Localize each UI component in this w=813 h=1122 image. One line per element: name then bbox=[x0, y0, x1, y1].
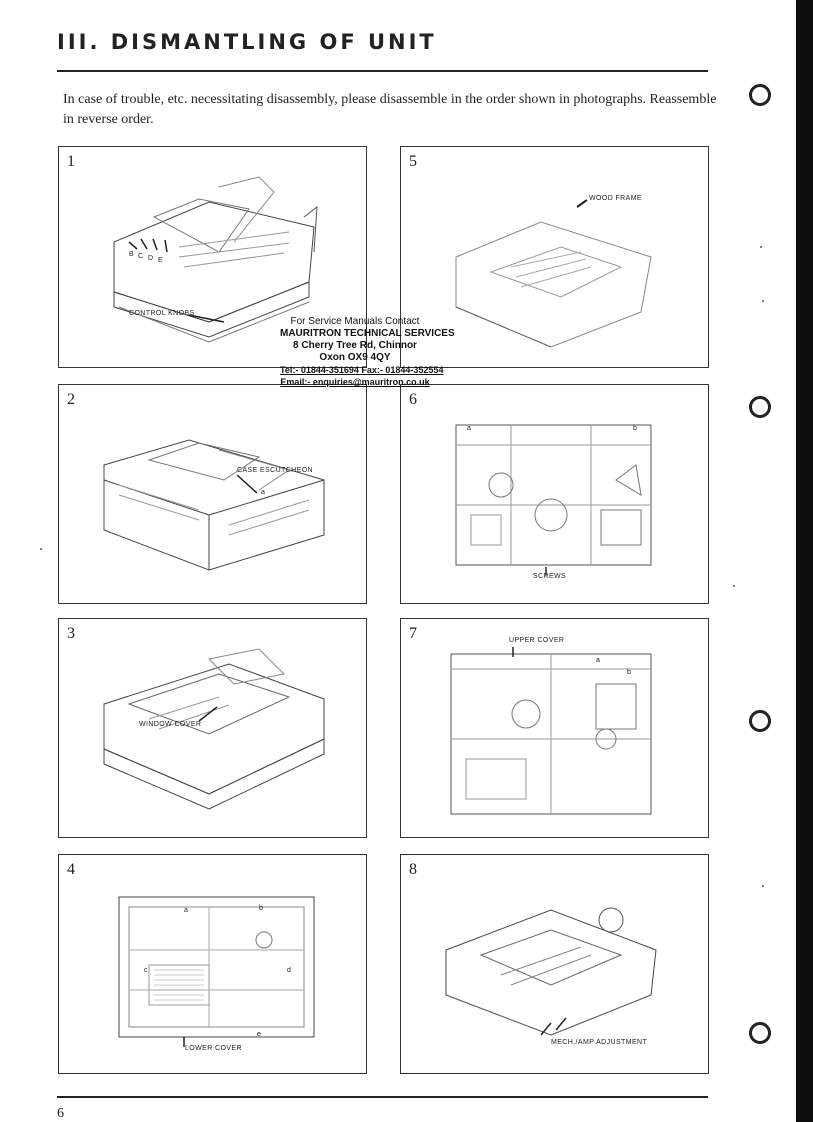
punch-hole bbox=[749, 710, 771, 732]
contact-line: Email:- enquiries@mauritron.co.uk bbox=[280, 377, 430, 387]
callout-label: CASE ESCUTCHEON bbox=[237, 467, 314, 474]
callout-label: LOWER COVER bbox=[185, 1045, 242, 1052]
case-escutcheon-illustration bbox=[59, 385, 366, 603]
scan-speck bbox=[762, 885, 764, 887]
callout-label: a bbox=[184, 907, 189, 914]
callout-label: a bbox=[261, 489, 266, 496]
panel-number: 4 bbox=[67, 861, 75, 878]
footer-rule bbox=[57, 1096, 708, 1098]
contact-line: 8 Cherry Tree Rd, Chinnor bbox=[293, 340, 417, 351]
callout-label: a bbox=[467, 425, 472, 432]
panel-number: 3 bbox=[67, 625, 75, 642]
lower-cover-illustration bbox=[59, 855, 366, 1073]
callout-label: b bbox=[259, 905, 264, 912]
figure-panel-8 bbox=[400, 854, 709, 1074]
callout-label: b bbox=[633, 425, 638, 432]
callout-label: B bbox=[129, 251, 135, 258]
callout-label: D bbox=[148, 255, 154, 262]
contact-line: Tel:- 01844-351694 Fax:- 01844-352554 bbox=[280, 365, 444, 375]
callout-label: a bbox=[596, 657, 601, 664]
scan-speck bbox=[760, 246, 762, 248]
chassis-screws-illustration bbox=[401, 385, 708, 603]
callout-label: E bbox=[158, 257, 164, 264]
panel-number: 6 bbox=[409, 391, 417, 408]
service-contact-stamp bbox=[280, 316, 455, 388]
callout-label: SCREWS bbox=[533, 573, 567, 580]
callout-label: C bbox=[138, 253, 144, 260]
panel-number: 1 bbox=[67, 153, 75, 170]
intro-text: In case of trouble, etc. necessitating disassembly, please disassemble in the order shown in photographs. Reassemble in reverse order. bbox=[63, 92, 717, 127]
contact-line: Oxon OX9 4QY bbox=[319, 352, 391, 363]
panel-number: 2 bbox=[67, 391, 75, 408]
callout-label: UPPER COVER bbox=[509, 637, 565, 644]
panel-number: 8 bbox=[409, 861, 417, 878]
header-rule bbox=[57, 70, 708, 72]
callout-label: WOOD FRAME bbox=[589, 195, 642, 202]
contact-line: For Service Manuals Contact bbox=[290, 316, 420, 327]
callout-label: CONTROL KNOBS bbox=[129, 310, 195, 317]
contact-line: MAURITRON TECHNICAL SERVICES bbox=[280, 328, 455, 339]
callout-label: c bbox=[144, 967, 148, 974]
punch-hole bbox=[749, 1022, 771, 1044]
window-cover-illustration bbox=[59, 619, 366, 837]
upper-cover-illustration bbox=[401, 619, 708, 837]
page-number: 6 bbox=[57, 1106, 64, 1121]
punch-hole bbox=[749, 84, 771, 106]
figure-panel-3 bbox=[58, 618, 367, 838]
callout-label: b bbox=[627, 669, 632, 676]
scan-speck bbox=[733, 585, 735, 587]
scan-speck bbox=[762, 300, 764, 302]
figure-panel-7 bbox=[400, 618, 709, 838]
punch-hole bbox=[749, 396, 771, 418]
figure-panel-2 bbox=[58, 384, 367, 604]
callout-label: WINDOW COVER bbox=[139, 721, 202, 728]
page-title: III. DISMANTLING OF UNIT bbox=[57, 30, 437, 54]
panel-number: 7 bbox=[409, 625, 417, 642]
figure-panel-6 bbox=[400, 384, 709, 604]
panel-number: 5 bbox=[409, 153, 417, 170]
scan-edge-strip bbox=[796, 0, 813, 1122]
callout-label: MECH./AMP ADJUSTMENT bbox=[551, 1039, 648, 1046]
scan-speck bbox=[40, 548, 42, 550]
callout-label: e bbox=[257, 1031, 262, 1038]
figure-panel-4 bbox=[58, 854, 367, 1074]
callout-label: d bbox=[287, 967, 292, 974]
